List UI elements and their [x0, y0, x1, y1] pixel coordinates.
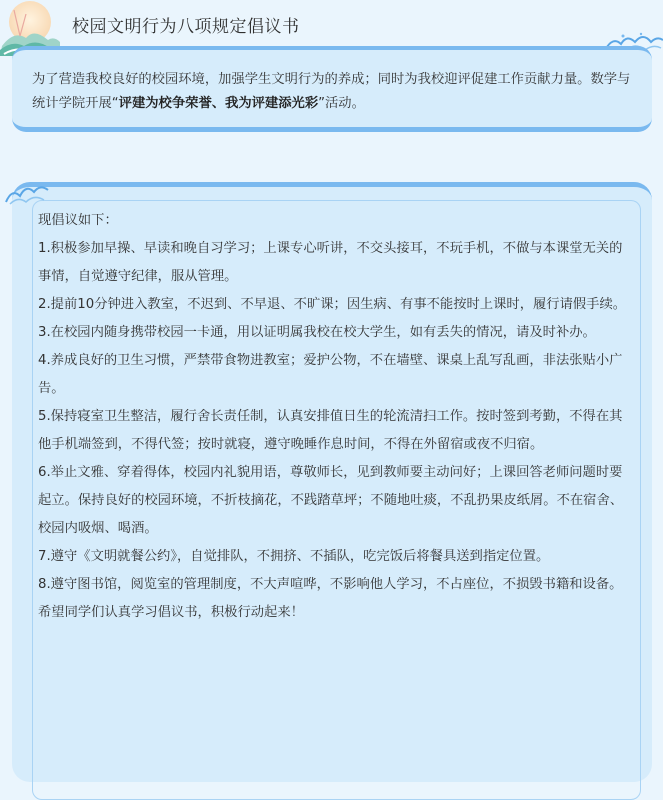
campaign-name: 评建为校争荣誉、我为评建添光彩	[118, 96, 319, 111]
intro-tail: 活动。	[325, 96, 365, 111]
proposal-item-4: 4.养成良好的卫生习惯，严禁带食物进教室；爱护公物，不在墙壁、课桌上乱写乱画，非法张贴小广告。	[38, 353, 623, 396]
header	[0, 0, 663, 48]
proposal-item-8: 8.遵守图书馆，阅览室的管理制度，不大声喧哗，不影响他人学习，不占座位，不损毁书籍和设备。	[38, 577, 623, 592]
proposal-item-3: 3.在校园内随身携带校园一卡通，用以证明属我校在校大学生，如有丢失的情况，请及时补办。	[38, 325, 596, 340]
intro-text: 为了营造我校良好的校园环境，加强学生文明行为的养成；同时为我校迎评促建工作贡献力量。数学与统计学院开展	[32, 72, 631, 111]
page-title: 校园文明行为八项规定倡议书	[72, 17, 300, 37]
proposal-item-7: 7.遵守《文明就餐公约》，自觉排队，不拥挤、不插队，吃完饭后将餐具送到指定位置。	[38, 549, 550, 564]
intro-card	[12, 46, 652, 132]
proposal-item-5: 5.保持寝室卫生整洁，履行舍长责任制，认真安排值日生的轮流清扫工作。按时签到考勤，不得在其他手机端签到，不得代签；按时就寝，遵守晚睡作息时间，不得在外留宿或夜不归宿。	[38, 409, 623, 452]
wave-decoration-icon	[4, 178, 50, 206]
proposal-item-6: 6.举止文雅、穿着得体，校园内礼貌用语，尊敬师长，见到教师要主动问好；上课回答老师问题时要起立。保持良好的校园环境，不折枝摘花，不践踏草坪；不随地吐痰，不乱扔果皮纸屑。不在宿舍、校园内吸烟、喝酒。	[38, 465, 624, 536]
proposal-item-1: 1.积极参加早操、早读和晚自习学习；上课专心听讲，不交头接耳，不玩手机，不做与本课堂无关的事情，自觉遵守纪律，服从管理。	[38, 241, 623, 284]
proposal-heading: 现倡议如下：	[38, 213, 118, 228]
intro-quote-open: “	[111, 96, 119, 111]
proposal-item-2: 2.提前10分钟进入教室，不迟到、不早退、不旷课；因生病、有事不能按时上课时，履行请假手续。	[38, 297, 627, 312]
intro-paragraph	[32, 68, 632, 116]
proposal-closing: 希望同学们认真学习倡议书，积极行动起来！	[38, 605, 304, 620]
intro-quote-close: ”	[318, 96, 326, 111]
proposal-content	[38, 207, 628, 627]
